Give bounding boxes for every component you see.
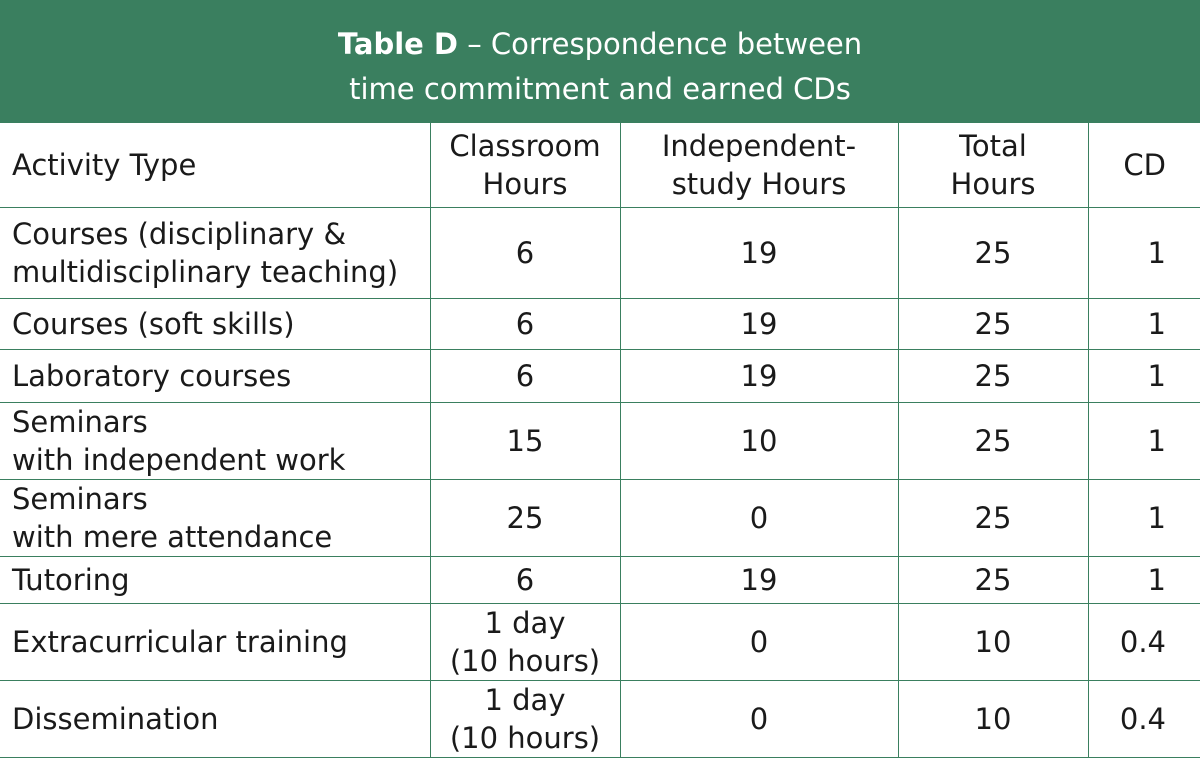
cell-activity (0, 480, 430, 557)
activity-line-1: Seminars (12, 482, 148, 516)
header-classroom-line-1: Classroom (449, 129, 601, 163)
table-row (0, 480, 1200, 557)
table-row (0, 604, 1200, 681)
cell-cd: 1 (1088, 208, 1200, 299)
cell-classroom-hours: 6 (430, 299, 620, 350)
classroom-line-1: 1 day (484, 606, 566, 640)
table-row (0, 350, 1200, 403)
table-row (0, 299, 1200, 350)
cell-independent-hours: 19 (620, 557, 898, 604)
cell-independent-hours: 0 (620, 681, 898, 758)
table-row (0, 681, 1200, 758)
table-header-row (0, 123, 1200, 208)
header-cd: CD (1088, 123, 1200, 208)
cell-activity (0, 403, 430, 480)
activity-line-2: with mere attendance (12, 520, 333, 554)
cell-independent-hours: 10 (620, 403, 898, 480)
activity-line-2: multidisciplinary teaching) (12, 255, 399, 289)
activity-line-2: with independent work (12, 443, 346, 477)
cell-cd: 0.4 (1088, 604, 1200, 681)
cell-independent-hours: 19 (620, 299, 898, 350)
header-total-line-2: Hours (950, 167, 1036, 201)
cell-independent-hours: 0 (620, 604, 898, 681)
header-total-line-1: Total (959, 129, 1027, 163)
cell-total-hours: 10 (898, 604, 1088, 681)
cell-classroom-hours: 6 (430, 557, 620, 604)
table-title-label: Table D (337, 27, 458, 61)
cell-total-hours: 25 (898, 557, 1088, 604)
header-classroom-hours (430, 123, 620, 208)
cell-cd: 1 (1088, 403, 1200, 480)
classroom-line-2: (10 hours) (449, 644, 601, 678)
cell-cd: 1 (1088, 557, 1200, 604)
cell-classroom-hours: 15 (430, 403, 620, 480)
cell-activity: Extracurricular training (0, 604, 430, 681)
table-row (0, 557, 1200, 604)
table-row (0, 208, 1200, 299)
cell-total-hours: 25 (898, 299, 1088, 350)
activity-line-1: Courses (disciplinary & (12, 217, 347, 251)
classroom-line-1: 1 day (484, 683, 566, 717)
activity-line-1: Seminars (12, 405, 148, 439)
cell-classroom-hours: 25 (430, 480, 620, 557)
cell-independent-hours: 19 (620, 208, 898, 299)
table-title-bar (0, 0, 1200, 122)
cell-total-hours: 10 (898, 681, 1088, 758)
header-independent-line-2: study Hours (671, 167, 847, 201)
header-independent-hours (620, 123, 898, 208)
cell-cd: 1 (1088, 480, 1200, 557)
header-total-hours (898, 123, 1088, 208)
cell-independent-hours: 19 (620, 350, 898, 403)
cell-activity: Tutoring (0, 557, 430, 604)
cell-classroom-hours (430, 604, 620, 681)
correspondence-table (0, 122, 1200, 758)
cell-cd: 0.4 (1088, 681, 1200, 758)
table-title-line-2: time commitment and earned CDs (349, 72, 851, 106)
cell-activity: Laboratory courses (0, 350, 430, 403)
cell-activity: Dissemination (0, 681, 430, 758)
cell-classroom-hours (430, 681, 620, 758)
header-activity-type: Activity Type (0, 123, 430, 208)
table-title-text: – Correspondence between (458, 27, 863, 61)
cell-activity (0, 208, 430, 299)
table-row (0, 403, 1200, 480)
cell-cd: 1 (1088, 299, 1200, 350)
cell-classroom-hours: 6 (430, 350, 620, 403)
cell-total-hours: 25 (898, 403, 1088, 480)
cell-activity: Courses (soft skills) (0, 299, 430, 350)
table-title-line-1 (0, 22, 1200, 67)
header-independent-line-1: Independent- (661, 129, 857, 163)
cell-cd: 1 (1088, 350, 1200, 403)
header-classroom-line-2: Hours (482, 167, 568, 201)
cell-classroom-hours: 6 (430, 208, 620, 299)
cell-total-hours: 25 (898, 208, 1088, 299)
cell-independent-hours: 0 (620, 480, 898, 557)
cell-total-hours: 25 (898, 480, 1088, 557)
cell-total-hours: 25 (898, 350, 1088, 403)
classroom-line-2: (10 hours) (449, 721, 601, 755)
